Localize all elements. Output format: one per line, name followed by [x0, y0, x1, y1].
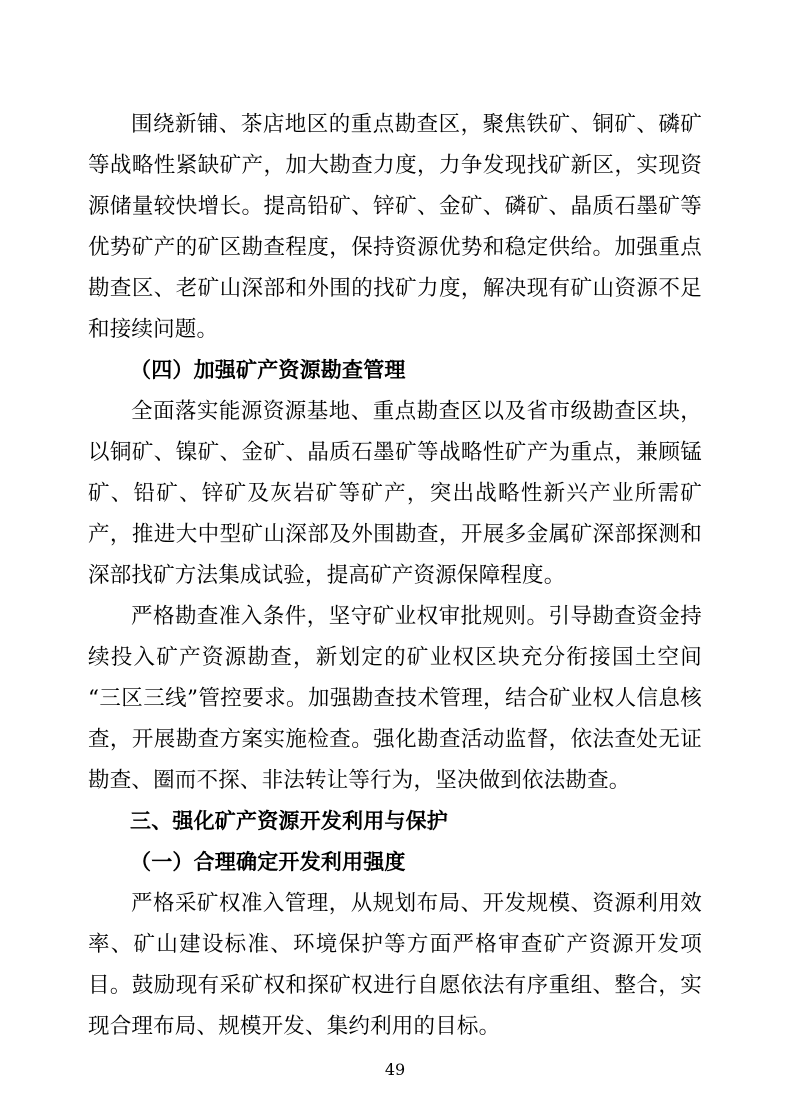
paragraph-2: 全面落实能源资源基地、重点勘查区以及省市级勘查区块，以铜矿、镍矿、金矿、晶质石墨矿等战略性矿产为重点，兼顾锰矿、铅矿、锌矿及灰岩矿等矿产，突出战略性新兴产业所需矿产，推进大中型矿山深部及外围勘查，开展多金属矿深部探测和深部找矿方法集成试验，提高矿产资源保障程度。: [88, 399, 702, 588]
page-content: [88, 104, 702, 1047]
paragraph-4: 严格采矿权准入管理，从规划布局、开发规模、资源利用效率、矿山建设标准、环境保护等方面严格审查矿产资源开发项目。鼓励现有采矿权和探矿权进行自愿依法有序重组、整合，实现合理布局、规模开发、集约利用的目标。: [88, 891, 702, 1039]
heading-section-three: 三、强化矿产资源开发利用与保护: [130, 809, 448, 833]
paragraph-3: 严格勘查准入条件，坚守矿业权审批规则。引导勘查资金持续投入矿产资源勘查，新划定的矿业权区块充分衔接国土空间“三区三线”管控要求。加强勘查技术管理，结合矿业权人信息核查，开展勘查方案实施检查。强化勘查活动监督，依法查处无证勘查、圈而不探、非法转让等行为，坚决做到依法勘查。: [88, 604, 702, 793]
page-number: 49: [384, 1060, 406, 1079]
paragraph-1: 围绕新铺、茶店地区的重点勘查区，聚焦铁矿、铜矿、磷矿等战略性紧缺矿产，加大勘查力度，力争发现找矿新区，实现资源储量较快增长。提高铅矿、锌矿、金矿、磷矿、晶质石墨矿等优势矿产的矿区勘查程度，保持资源优势和稳定供给。加强重点勘查区、老矿山深部和外围的找矿力度，解决现有矿山资源不足和接续问题。: [88, 112, 702, 342]
heading-subsection-one: （一）合理确定开发利用强度: [130, 850, 406, 874]
heading-section-four: （四）加强矿产资源勘查管理: [130, 358, 406, 382]
